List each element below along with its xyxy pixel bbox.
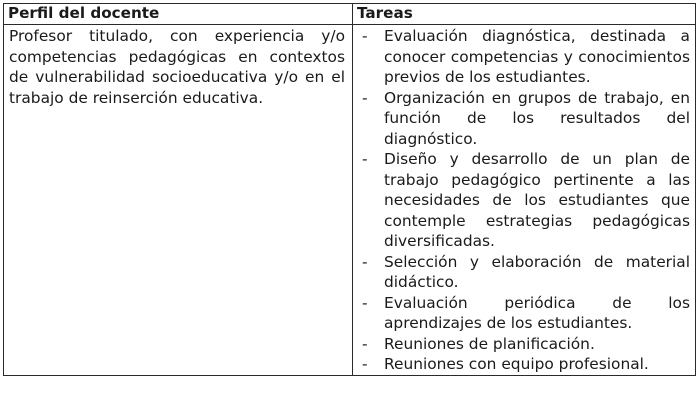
task-text: Evaluación periódica de los aprendizajes de los estudiantes. <box>384 293 690 332</box>
task-text: Diseño y desarrollo de un plan de trabajo pedagógico pertinente a las necesidades de los estudiantes que contemple estrategias pedagógicas diversificadas. <box>384 150 690 250</box>
task-item <box>358 293 690 334</box>
profile-description: Profesor titulado, con experiencia y/o competencias pedagógicas en contextos de vulnerabilidad socioeducativa y/o en el trabajo de reinserción educativa. <box>9 27 345 107</box>
profile-column-header: Perfil del docente <box>4 4 353 25</box>
task-text: Organización en grupos de trabajo, en función de los resultados del diagnóstico. <box>384 88 690 148</box>
tasks-column-header: Tareas <box>353 4 696 25</box>
task-item <box>358 252 690 293</box>
task-text: Reuniones de planificación. <box>384 334 595 353</box>
dash-bullet: - <box>362 355 368 373</box>
task-item <box>358 149 690 252</box>
dash-bullet: - <box>362 334 368 353</box>
task-text: Evaluación diagnóstica, destinada a conocer competencias y conocimientos previos de los estudiantes. <box>384 27 690 86</box>
tasks-cell <box>353 25 696 376</box>
task-item <box>358 88 690 150</box>
dash-bullet: - <box>362 150 368 168</box>
dash-bullet: - <box>362 252 368 271</box>
task-text: Selección y elaboración de material didáctico. <box>384 252 690 291</box>
task-list <box>358 26 690 375</box>
dash-bullet: - <box>362 88 368 107</box>
dash-bullet: - <box>362 27 368 45</box>
task-item <box>358 334 690 355</box>
teacher-profile-table <box>3 3 696 376</box>
task-item <box>358 354 690 375</box>
task-item <box>358 26 690 88</box>
header-row <box>4 4 696 25</box>
profile-cell <box>4 25 353 376</box>
dash-bullet: - <box>362 293 368 312</box>
content-row <box>4 25 696 376</box>
task-text: Reuniones con equipo profesional. <box>384 355 649 373</box>
